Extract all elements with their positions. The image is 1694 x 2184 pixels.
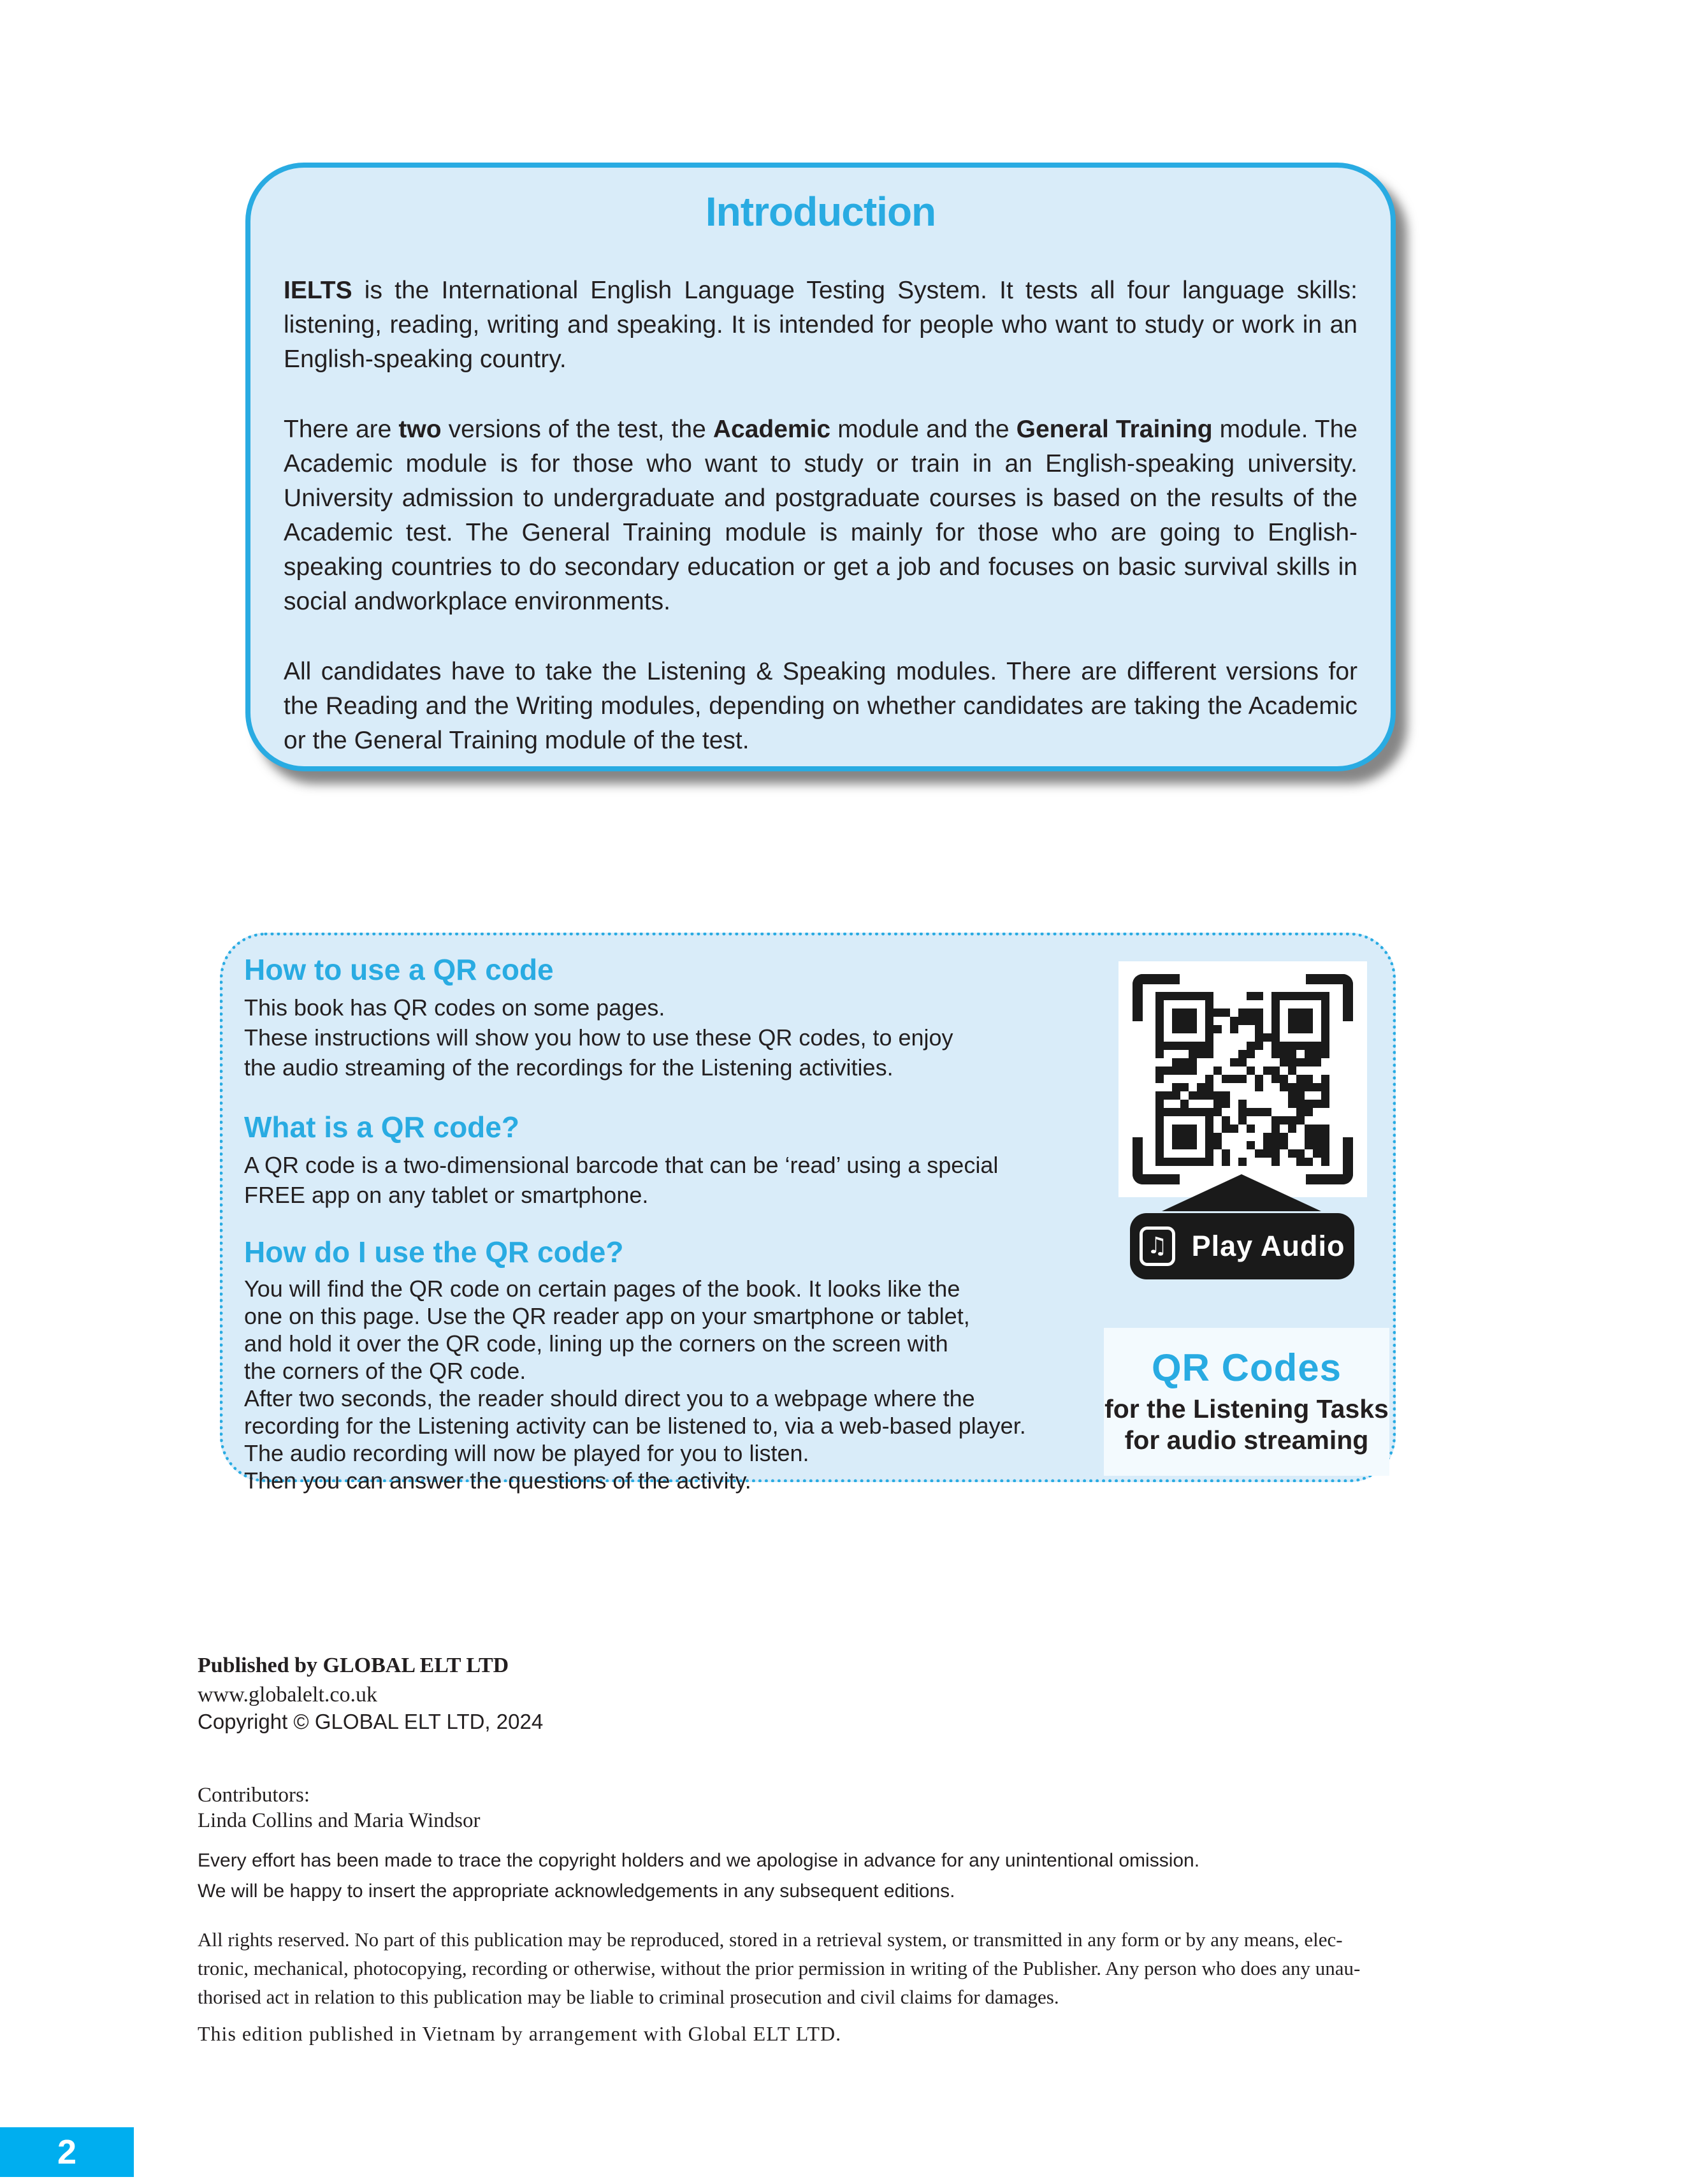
bold-term-two: two [398, 416, 442, 443]
play-audio-label: Play Audio [1191, 1230, 1345, 1262]
pointer-triangle-icon [1162, 1174, 1321, 1211]
text-line: This book has QR codes on some pages. [244, 994, 665, 1021]
qr-body-3 [244, 1275, 1117, 1494]
intro-paragraph-1 [284, 273, 1357, 377]
music-note-glyph: ♫ [1147, 1233, 1168, 1259]
qr-codes-title: QR Codes [1151, 1346, 1342, 1389]
published-by-line: Published by GLOBAL ELT LTD [198, 1654, 509, 1677]
qr-instructions-text [244, 953, 1117, 1494]
qr-body-1 [244, 993, 1117, 1082]
introduction-title: Introduction [705, 189, 936, 235]
qr-body-2 [244, 1150, 1117, 1210]
publisher-website: www.globalelt.co.uk [198, 1683, 378, 1707]
page-number-badge: 2 [0, 2127, 134, 2177]
qr-heading-how-to-use: How to use a QR code [244, 953, 554, 986]
text-line: FREE app on any tablet or smartphone. [244, 1182, 649, 1208]
text-line: A QR code is a two-dimensional barcode that can be ‘read’ using a special [244, 1152, 999, 1178]
qr-heading-how-do-i-use: How do I use the QR code? [244, 1235, 624, 1269]
text-line: The audio recording will now be played for you to listen. [244, 1440, 809, 1466]
text-line: All rights reserved. No part of this publication may be reproduced, stored in a retrieval system, or transmitted in any form or by any means, elec- [198, 1928, 1343, 1951]
text-line: After two seconds, the reader should direct you to a webpage where the [244, 1385, 975, 1411]
qr-codes-subtitle-2: for audio streaming [1124, 1425, 1369, 1455]
text-line: thorised act in relation to this publication may be liable to criminal prosecution and civil claims for damages. [198, 1986, 1059, 2008]
intro-paragraph-1-text: is the International English Language Testing System. It tests all four language skills: listening, reading, writing and speaking. It is intended for people who want to study or work in an English-speaking country. [284, 277, 1357, 373]
intro-p2-seg: versions of the test, the [441, 416, 713, 443]
text-line: recording for the Listening activity can be listened to, via a web-based player. [244, 1413, 1026, 1439]
qr-codes-callout [1104, 1328, 1389, 1476]
intro-paragraph-3: All candidates have to take the Listening & Speaking modules. There are different versions for the Reading and the Writing modules, depending on whether candidates are taking the Academic or the General Training module of the test. [284, 658, 1357, 754]
intro-p2-seg: module. The Academic module is for those who want to study or train in an English-speaking university. University admission to undergraduate and postgraduate courses is based on the results of the Academic test. The General Training module is mainly for those who are going to English-speaking countries to do secondary education or get a job and focuses on basic survival skills in social andworkplace environments. [284, 416, 1357, 615]
edition-note: This edition published in Vietnam by arrangement with Global ELT LTD. [198, 2022, 842, 2045]
text-line: the audio streaming of the recordings for the Listening activities. [244, 1054, 894, 1081]
music-note-icon [1140, 1227, 1175, 1266]
intro-p2-seg: module and the [830, 416, 1017, 443]
intro-p2-seg: There are [284, 416, 399, 443]
text-line: Then you can answer the questions of the activity. [244, 1467, 751, 1494]
copyright-notice-2: We will be happy to insert the appropriate acknowledgements in any subsequent editions. [198, 1881, 955, 1902]
text-line: and hold it over the QR code, lining up the corners on the screen with [244, 1330, 948, 1357]
bold-term-general-training: General Training [1016, 416, 1213, 443]
text-line: tronic, mechanical, photocopying, recording or otherwise, without the prior permission in writing of the Publisher. Any person who does any unau- [198, 1957, 1361, 1979]
introduction-panel [245, 163, 1396, 771]
qr-codes-subtitle-1: for the Listening Tasks [1104, 1394, 1389, 1423]
bold-term-academic: Academic [713, 416, 831, 443]
text-line: one on this page. Use the QR reader app on your smartphone or tablet, [244, 1303, 970, 1329]
rights-reserved-paragraph [198, 1925, 1530, 2011]
text-line: These instructions will show you how to use these QR codes, to enjoy [244, 1024, 953, 1051]
copyright-notice-1: Every effort has been made to trace the copyright holders and we apologise in advance for any unintentional omission. [198, 1850, 1200, 1871]
contributors-label: Contributors: [198, 1784, 310, 1807]
text-line: You will find the QR code on certain pages of the book. It looks like the [244, 1276, 960, 1302]
play-audio-button[interactable] [1130, 1213, 1354, 1279]
contributors-names: Linda Collins and Maria Windsor [198, 1809, 481, 1832]
copyright-line: Copyright © GLOBAL ELT LTD, 2024 [198, 1710, 544, 1733]
bold-term-ielts: IELTS [284, 277, 352, 304]
text-line: the corners of the QR code. [244, 1358, 526, 1384]
qr-heading-what-is: What is a QR code? [244, 1110, 519, 1144]
qr-matrix-icon [1155, 992, 1329, 1166]
intro-paragraph-2 [284, 412, 1357, 619]
qr-code-image [1118, 961, 1367, 1197]
